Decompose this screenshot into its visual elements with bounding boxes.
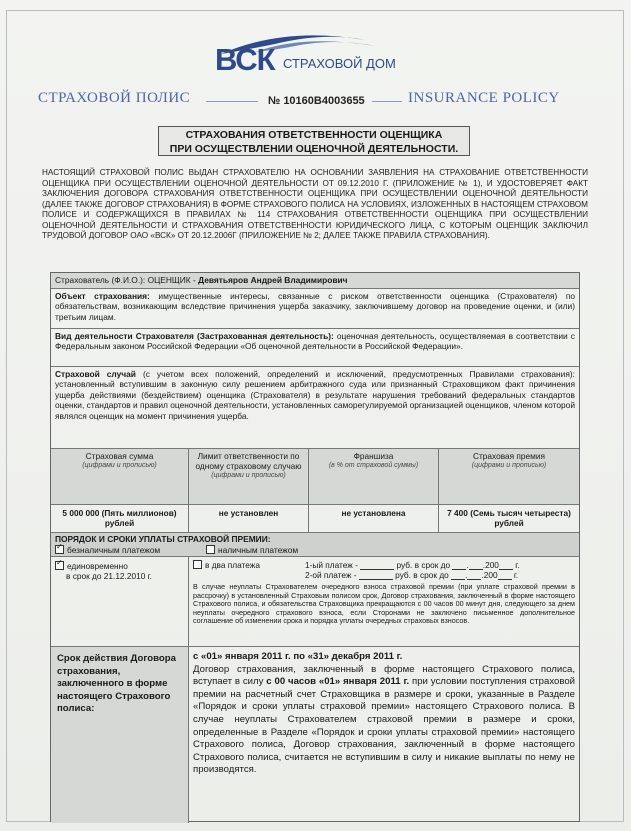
year-label: 200 <box>483 570 498 580</box>
policy-title <box>158 126 470 156</box>
blank-field <box>499 561 513 570</box>
activity-text: оценочная деятельность, осуществляемая в соответствии с Федеральным законом Российской Федерации «Об оценочной деятельности в Российской Федерации». <box>55 331 575 352</box>
year-suffix: г. <box>515 560 520 570</box>
intro-paragraph: НАСТОЯЩИЙ СТРАХОВОЙ ПОЛИС ВЫДАН СТРАХОВАТЕЛЮ НА ОСНОВАНИИ ЗАЯВЛЕНИЯ НА СТРАХОВАНИЕ ОТВЕТСТВЕННОСТИ ОЦЕНЩИКА ПРИ ОСУЩЕСТВЛЕНИИ ОЦЕНОЧНОЙ ДЕЯТЕЛЬНОСТИ ОТ 09.12.2010 Г. (ПРИЛОЖЕНИЕ № 1), И УДОСТОВЕРЯЕТ ФАКТ ЗАКЛЮЧЕНИЯ ДОГОВОРА СТРАХОВАНИЯ ОТВЕТСТВЕННОСТИ ОЦЕНЩИКА ПРИ ОСУЩЕСТВЛЕНИИ ОЦЕНОЧНОЙ ДЕЯТЕЛЬНОСТИ (ДАЛЕЕ ТАКЖЕ ДОГОВОР СТРАХОВАНИЯ) В ФОРМЕ СТРАХОВОГО ПОЛИСА НА УСЛОВИЯХ, ИЗЛОЖЕННЫХ В НАСТОЯЩЕМ СТРАХОВОМ ПОЛИСЕ И СОДЕРЖАЩИХСЯ В ПРАВИЛАХ № 114 СТРАХОВАНИЯ ОТВЕТСТВЕННОСТИ ОЦЕНЩИКА ПРИ ОСУЩЕСТВЛЕНИИ ОЦЕНОЧНОЙ ДЕЯТЕЛЬНОСТИ И СТРАХОВАНИЯ ОТВЕТСТВЕННОСТИ ЮРИДИЧЕСКОГО ЛИЦА, С КОТОРЫМ ОЦЕНЩИК ЗАКЛЮЧИЛ ТРУДОВОЙ ДОГОВОР ОАО «ВСК» ОТ 20.12.2006Г (ПРИЛОЖЕНИЕ № 2; ДАЛЕЕ ТАКЖЕ ПРАВИЛА СТРАХОВАНИЯ). <box>42 168 588 240</box>
insurer-label: Страхователь (Ф.И.О.): ОЦЕНЩИК - <box>55 275 196 285</box>
payment-title: ПОРЯДОК И СРОКИ УПЛАТЫ СТРАХОВОЙ ПРЕМИИ: <box>55 534 271 544</box>
cashless-label: безналичным платежом <box>67 545 161 555</box>
logo-subtitle: СТРАХОВОЙ ДОМ <box>283 56 396 71</box>
table-header-premium <box>439 449 579 505</box>
policy-label-ru: СТРАХОВОЙ ПОЛИС <box>38 90 191 106</box>
term-text-1: Договор страхования, заключенный в форме настоящего Страхового полиса, вступает в силу <box>193 663 575 688</box>
cash-label: наличным платежом <box>218 545 299 555</box>
payment-once <box>51 557 189 647</box>
insurer-row <box>51 273 579 289</box>
term-text <box>193 664 575 777</box>
checkbox-empty-icon[interactable] <box>206 545 215 554</box>
header-title: Страховая сумма <box>85 451 154 461</box>
once-label: единовременно <box>67 561 128 571</box>
case-label: Страховой случай <box>55 369 136 379</box>
policy-number: № 10160B4003655 <box>268 95 365 107</box>
header-rule-right <box>372 101 402 102</box>
rub-label: руб. в срок до <box>396 560 451 570</box>
blank-field <box>451 571 465 580</box>
checkbox-checked-icon[interactable] <box>55 545 64 554</box>
blank-field <box>452 561 466 570</box>
payment-installments <box>189 557 579 647</box>
activity-row <box>51 329 579 367</box>
year-suffix: г. <box>513 570 519 580</box>
activity-label: Вид деятельности Страхователя (Застрахованная деятельность): <box>55 331 334 341</box>
second-payment-row <box>193 570 575 580</box>
blank-field <box>469 561 483 570</box>
table-header-franchise <box>309 449 439 505</box>
checkbox-checked-icon[interactable] <box>55 561 64 570</box>
insurer-value: Девятьяров Андрей Владимирович <box>198 275 348 285</box>
object-row <box>51 289 579 329</box>
object-label: Объект страхования: <box>55 291 150 301</box>
blank-field <box>360 561 394 570</box>
two-payments-row <box>193 560 575 570</box>
blank-field <box>359 571 393 580</box>
term-period: с «01» января 2011 г. по «31» декабря 2011 г. <box>193 651 403 662</box>
once-date: в срок до 21.12.2010 г. <box>66 571 152 582</box>
once-option[interactable] <box>55 561 184 571</box>
rub-label: руб. в срок до <box>395 570 449 580</box>
policy-details <box>50 272 580 822</box>
second-label: 2-ой платеж - <box>305 570 357 580</box>
table-header-sum <box>51 449 189 505</box>
term-text-2: при условии поступления страховой премии на расчетный счет Страховщика в размере и сроки, указанные в Разделе «Порядок и сроки уплаты страховой премии» настоящего Страхового полиса. В случае неуплаты Страхователем страховой премии в размере и сроки, определенные в Разделе «Порядок и сроки уплаты страховой премии» настоящего Страхового полиса, Договор страхования, заключенный в форме настоящего Страхового полиса, считается не вступившим в силу и никакие выплаты по нему не производятся. <box>193 676 576 776</box>
table-header-limit <box>189 449 309 505</box>
object-text: имущественные интересы, связанные с риском ответственности оценщика (Страхователя) по обязательствам, возникающим вследствие причинения ущерба заказчику, заключившему договор на проведение оценки, и (или) третьим лицам. <box>55 291 576 322</box>
title-line-2: ПРИ ОСУЩЕСТВЛЕНИИ ОЦЕНОЧНОЙ ДЕЯТЕЛЬНОСТИ. <box>169 143 459 155</box>
case-text: (с учетом всех положений, определений и исключений, предусмотренных Правилами страхования): установленный вступившим в законную силу решением арбитражного суда или признанный Страховщиком факт причинения ущерба действиями (бездействием) оценщика (Страхователя) в результате нарушения требований федеральных стандартов оценки, стандартов и правил оценочной деятельности, установленных саморегулируемой организацией оценщиков, членом которой являлся оценщик на момент причинения ущерба. <box>55 369 576 421</box>
franchise-value: не установлена <box>309 505 439 533</box>
payment-note: В случае неуплаты Страхователем очередного взноса страховой премии (при уплате страховой премии в рассрочку) в установленный Страховым полисом срок, Договор страхования, заключенный в форме настоящего Страхового полиса, и обязательства Страховщика прекращаются с 00 часов 00 минут дня, следующего за днем неуплаты очередного страхового взноса, если Сторонами не заключено письменное дополнительное соглашение об изменении срока и порядка уплаты очередных страховых взносов. <box>193 582 575 626</box>
year-label: 200 <box>485 560 499 570</box>
term-content <box>189 647 579 823</box>
blank-field <box>498 571 512 580</box>
company-logo <box>205 30 425 78</box>
header-title: Страховая премия <box>473 451 545 461</box>
blank-field <box>467 571 481 580</box>
header-sub: (в % от страховой суммы) <box>328 462 419 469</box>
header-rule-left <box>206 101 258 102</box>
header-sub: (цифрами и прописью) <box>82 462 157 469</box>
term-start: с 00 часов «01» января 2011 г. <box>266 676 410 688</box>
header-title: Лимит ответственности по одному страховому случаю <box>195 451 302 471</box>
cash-option[interactable] <box>206 545 298 555</box>
case-row <box>51 367 579 449</box>
payment-header <box>51 533 579 557</box>
second-payment: 2-ой платеж - руб. в срок до . .200 г. <box>305 570 519 580</box>
title-line-1: СТРАХОВАНИЯ ОТВЕТСТВЕННОСТИ ОЦЕНЩИКА <box>185 129 443 141</box>
logo-brand: ВСК <box>215 42 275 77</box>
limit-value: не установлен <box>189 505 309 533</box>
cashless-option[interactable] <box>55 545 160 555</box>
first-label: 1-ый платеж - <box>305 560 358 570</box>
first-payment: 1-ый платеж - руб. в срок до . .200 г. <box>305 560 520 570</box>
header-sub: (цифрами и прописью) <box>211 472 286 479</box>
header-title: Франшиза <box>353 451 394 461</box>
term-label: Срок действия Договора страхования, заключенного в форме настоящего Страхового полиса: <box>51 647 189 823</box>
sum-value: 5 000 000 (Пять миллионов) рублей <box>51 505 189 533</box>
policy-label-en: INSURANCE POLICY <box>408 90 560 106</box>
two-label: в два платежа <box>205 560 260 570</box>
two-option[interactable] <box>193 560 260 570</box>
header-sub: (цифрами и прописью) <box>471 462 547 469</box>
checkbox-empty-icon[interactable] <box>193 560 202 569</box>
premium-value: 7 400 (Семь тысяч четыреста) рублей <box>439 505 579 533</box>
